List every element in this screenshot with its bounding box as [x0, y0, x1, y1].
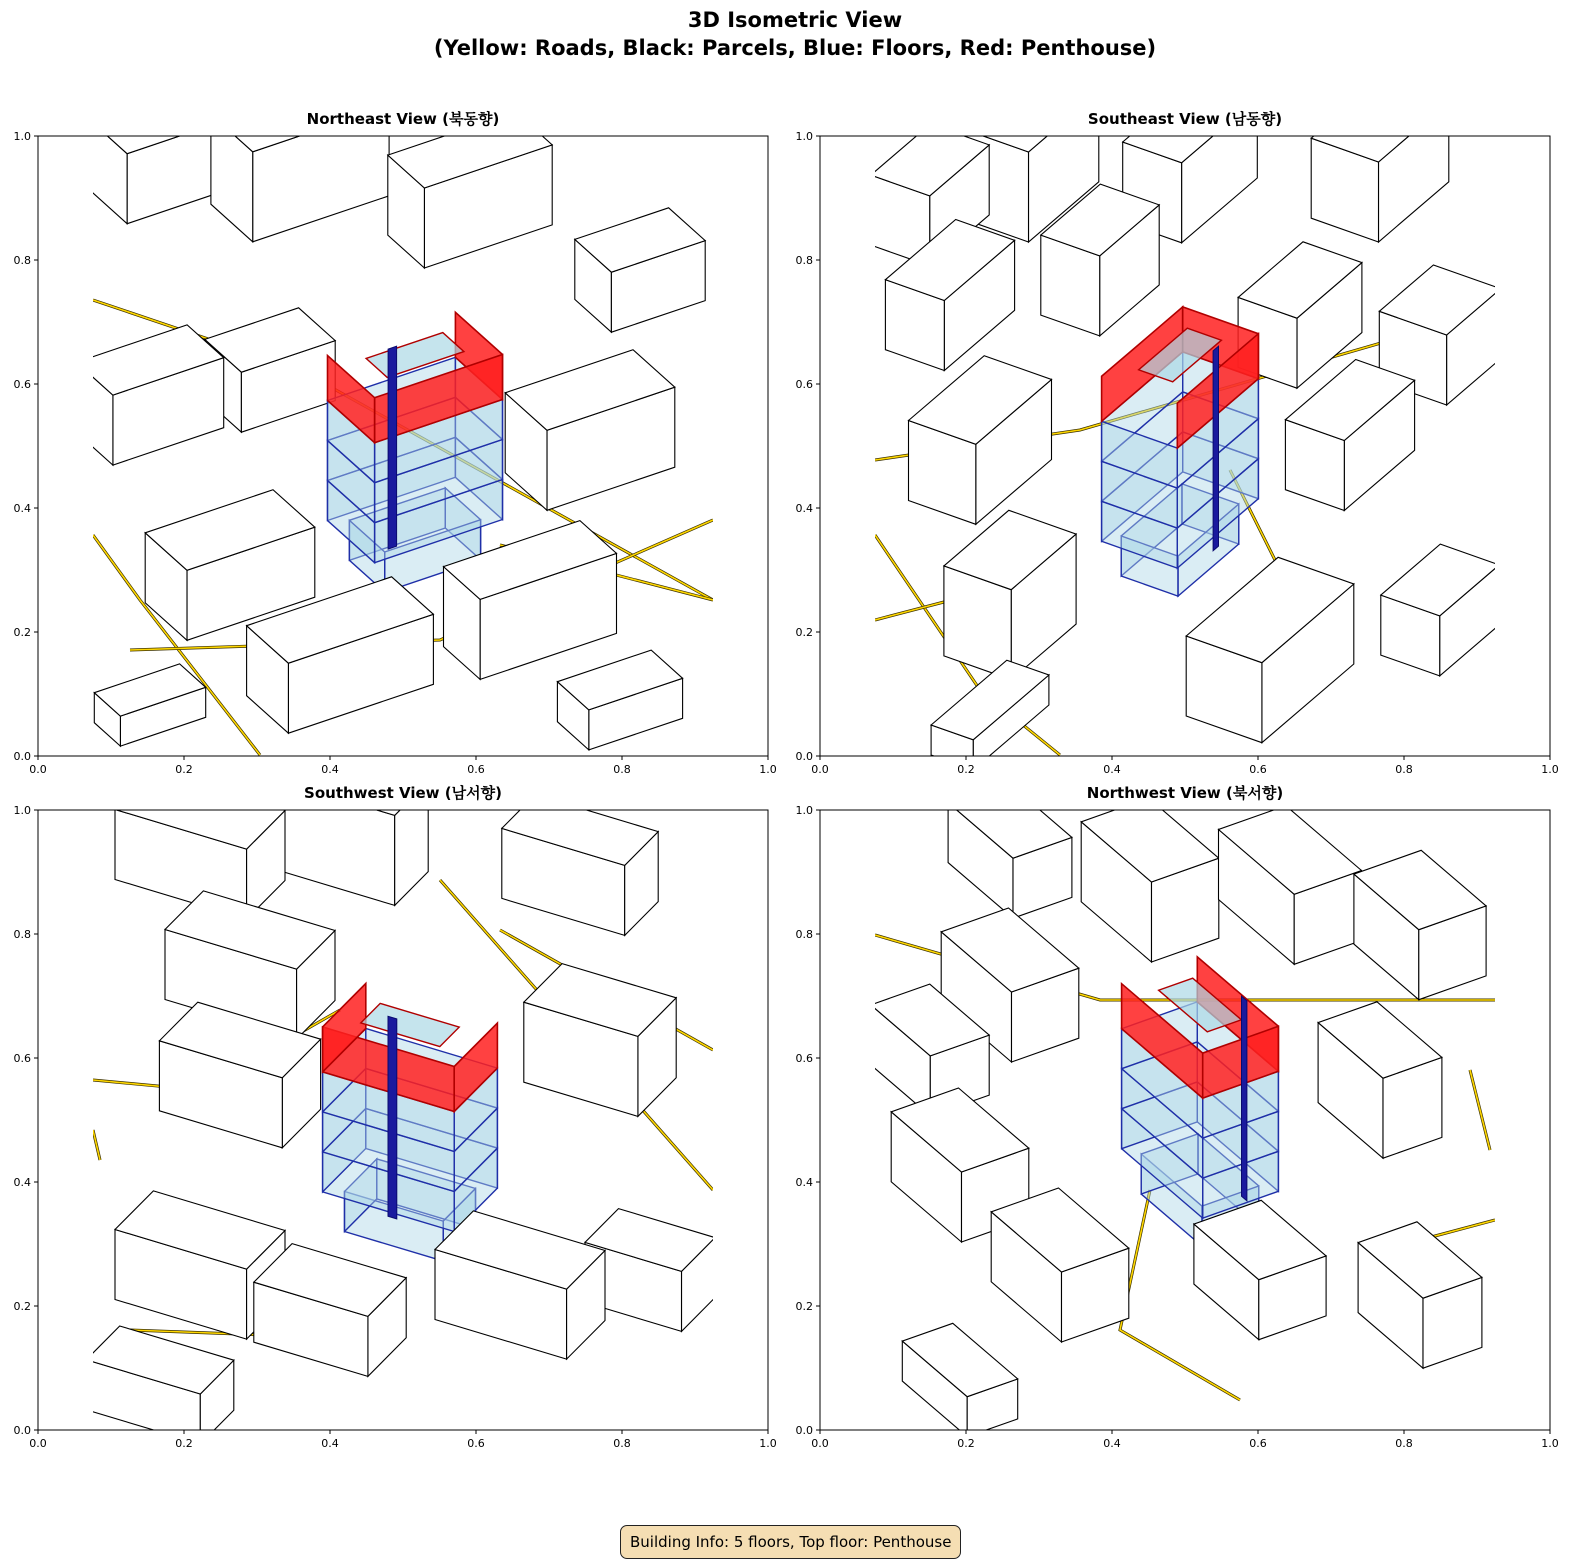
target-building	[328, 312, 503, 592]
plot-southwest	[0, 782, 800, 1482]
parcel-building	[524, 964, 676, 1117]
y-tick-label: 0.0	[795, 750, 813, 763]
parcel-building	[1081, 798, 1219, 962]
plot-northwest	[782, 782, 1582, 1482]
x-tick-label: 0.8	[1395, 763, 1413, 776]
scene	[86, 745, 715, 1444]
scene-content	[871, 782, 1495, 1437]
building-side	[272, 778, 395, 905]
x-tick-label: 0.0	[811, 1437, 829, 1450]
y-tick-label: 0.2	[13, 1300, 31, 1313]
panel-title-southwest: Southwest View (남서향)	[304, 784, 502, 802]
panel-northeast	[0, 108, 800, 808]
y-tick-label: 0.2	[795, 1300, 813, 1313]
x-tick-label: 1.0	[1541, 1437, 1559, 1450]
road-line	[93, 1130, 100, 1160]
y-tick-label: 0.8	[795, 928, 813, 941]
x-tick-label: 0.0	[811, 763, 829, 776]
road-line	[1470, 1070, 1490, 1150]
parcel-building	[1354, 850, 1486, 999]
y-tick-label: 1.0	[795, 804, 813, 817]
parcel-building	[1358, 1222, 1482, 1368]
x-tick-label: 0.6	[1249, 763, 1267, 776]
y-tick-label: 0.4	[13, 502, 31, 515]
parcel-building	[254, 1244, 406, 1377]
parcel-building	[1194, 1200, 1326, 1339]
x-tick-label: 1.0	[1541, 763, 1559, 776]
y-tick-label: 0.6	[795, 1052, 813, 1065]
y-tick-label: 0.8	[13, 254, 31, 267]
parcel-building	[205, 308, 335, 432]
building-info-box: Building Info: 5 floors, Top floor: Penthouse	[620, 1525, 961, 1559]
y-tick-label: 0.8	[13, 928, 31, 941]
parcel-building	[1381, 544, 1499, 676]
building-side	[395, 782, 429, 906]
y-tick-label: 1.0	[795, 130, 813, 143]
y-tick-label: 0.4	[13, 1176, 31, 1189]
parcel-building	[557, 650, 682, 750]
scene	[871, 68, 1501, 770]
parcel-building	[76, 325, 223, 465]
core-shaft	[388, 1016, 397, 1219]
y-tick-label: 0.0	[13, 750, 31, 763]
y-tick-label: 0.4	[795, 502, 813, 515]
parcel-building	[902, 1323, 1017, 1436]
x-tick-label: 0.0	[29, 763, 47, 776]
parcel-building	[94, 664, 205, 746]
y-tick-label: 0.6	[13, 378, 31, 391]
figure-title-line1: 3D Isometric View	[687, 8, 903, 32]
parcel-building	[388, 112, 552, 268]
x-tick-label: 0.2	[957, 1437, 975, 1450]
parcel-building	[502, 795, 658, 936]
panel-title-southeast: Southeast View (남동향)	[1087, 110, 1283, 128]
y-tick-label: 0.0	[13, 1424, 31, 1437]
x-tick-label: 1.0	[759, 1437, 777, 1450]
parcel-building	[1311, 78, 1449, 242]
y-tick-label: 0.2	[795, 626, 813, 639]
building-side	[1182, 98, 1258, 243]
target-building	[1102, 307, 1259, 596]
plot-northeast	[0, 108, 800, 808]
parcel-building	[909, 356, 1052, 525]
x-tick-label: 0.4	[1103, 1437, 1121, 1450]
y-tick-label: 0.4	[795, 1176, 813, 1189]
parcel-building	[1219, 806, 1362, 965]
y-tick-label: 0.6	[795, 378, 813, 391]
building-side	[253, 106, 389, 242]
parcel-building	[505, 350, 675, 511]
y-tick-label: 0.8	[795, 254, 813, 267]
x-tick-label: 1.0	[759, 763, 777, 776]
x-tick-label: 0.6	[467, 763, 485, 776]
x-tick-label: 0.8	[613, 1437, 631, 1450]
parcel-building	[948, 782, 1072, 918]
parcel-building	[1318, 1002, 1442, 1158]
parcel-building	[944, 510, 1076, 679]
figure-title	[0, 6, 1590, 62]
parcel-building	[435, 1211, 605, 1359]
core-shaft	[388, 346, 397, 549]
x-tick-label: 0.6	[1249, 1437, 1267, 1450]
panel-northwest	[782, 782, 1582, 1482]
scene	[76, 68, 713, 755]
parcel-building	[575, 208, 705, 332]
panel-title-northeast: Northeast View (북동향)	[306, 110, 500, 128]
x-tick-label: 0.8	[1395, 1437, 1413, 1450]
parcel-building	[931, 660, 1049, 770]
y-tick-label: 1.0	[13, 130, 31, 143]
panel-southwest	[0, 782, 800, 1482]
scene-content	[871, 68, 1501, 770]
plot-southeast	[782, 108, 1582, 808]
x-tick-label: 0.4	[321, 1437, 339, 1450]
x-tick-label: 0.2	[957, 763, 975, 776]
x-tick-label: 0.0	[29, 1437, 47, 1450]
parcel-building	[211, 68, 389, 242]
parcel-building	[991, 1188, 1129, 1342]
parcel-building	[86, 1326, 234, 1444]
y-tick-label: 1.0	[13, 804, 31, 817]
panel-southeast	[782, 108, 1582, 808]
scene-content	[76, 68, 713, 755]
x-tick-label: 0.2	[175, 1437, 193, 1450]
y-tick-label: 0.6	[13, 1052, 31, 1065]
y-tick-label: 0.2	[13, 626, 31, 639]
core-shaft	[1213, 346, 1218, 551]
parcel-building	[1186, 557, 1354, 742]
panel-title-northwest: Northwest View (북서향)	[1086, 784, 1284, 802]
figure-title-line2: (Yellow: Roads, Black: Parcels, Blue: Floors, Red: Penthouse)	[433, 36, 1157, 60]
y-tick-label: 0.0	[795, 1424, 813, 1437]
x-tick-label: 0.8	[613, 763, 631, 776]
x-tick-label: 0.2	[175, 763, 193, 776]
building-side	[1379, 102, 1449, 242]
x-tick-label: 0.4	[321, 763, 339, 776]
scene	[871, 782, 1495, 1437]
scene-content	[86, 745, 715, 1444]
parcel-building	[91, 86, 230, 223]
x-tick-label: 0.4	[1103, 763, 1121, 776]
x-tick-label: 0.6	[467, 1437, 485, 1450]
core-shaft	[1242, 996, 1247, 1201]
building-side	[211, 114, 253, 242]
